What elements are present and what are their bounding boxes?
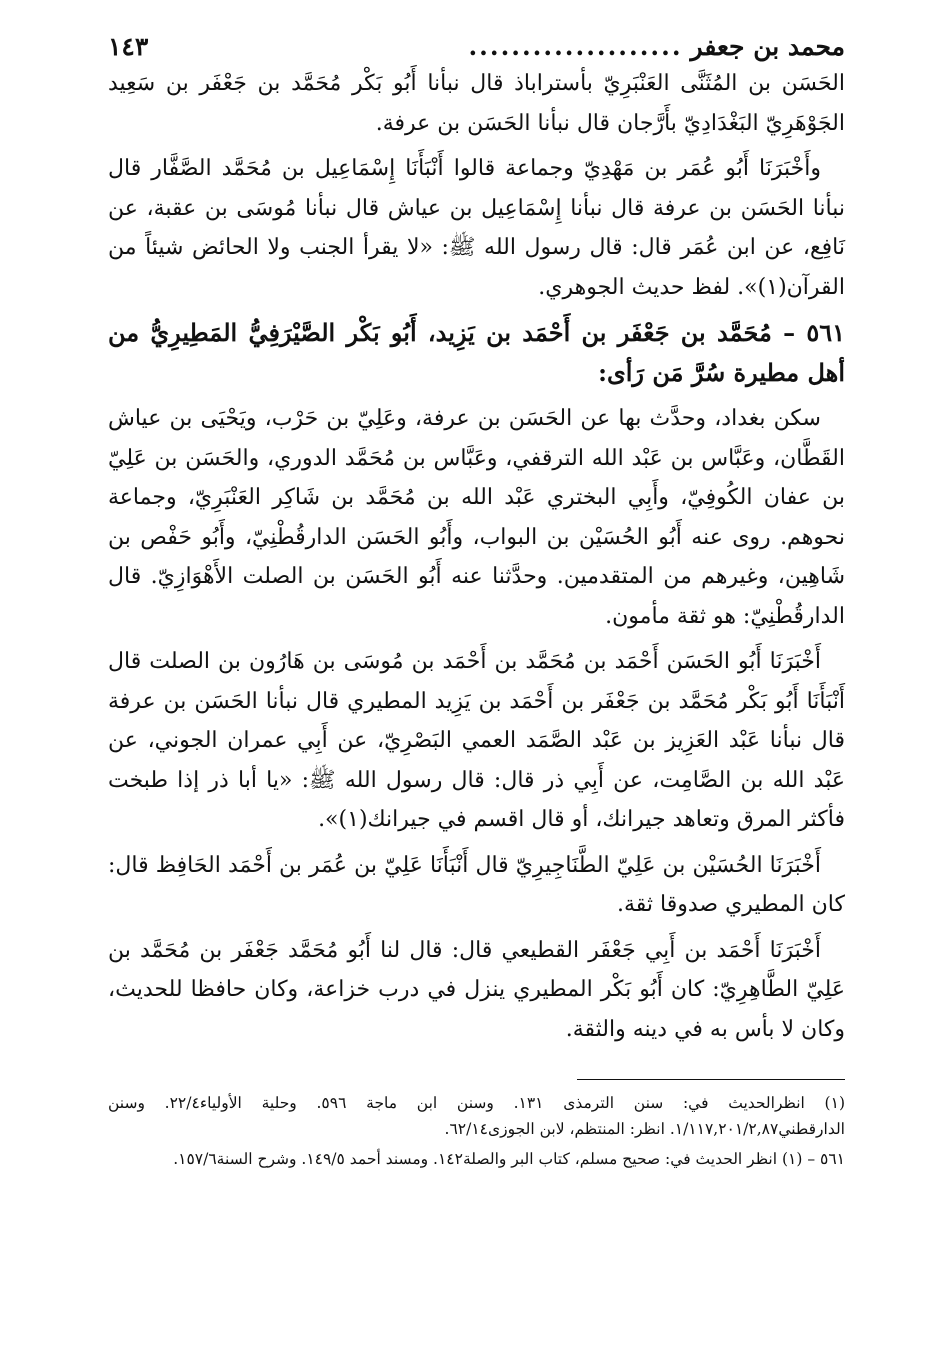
page-number: ١٤٣ [108,32,149,61]
footnote: (١) انظرالحديث في: سنن الترمذى ١٣١. وسنن ابن ماجة ٥٩٦. وحلية الأولياء٢٢/٤. وسنن الدارقطني١/١١٧,٢٠١/٢,٨٧. انظر: المنتظم، لابن الجوزى٦٢/١٤. [108,1094,845,1138]
page-header [108,30,845,64]
footnote: ٥٦١ – (١) انظر الحديث في: صحيح مسلم، كتاب البر والصلة١٤٢. ومسند أحمد ١٤٩/٥. وشرح السنة١٥٧/٦. [173,1150,845,1168]
footnote-divider [577,1079,845,1080]
footnotes [108,1090,845,1172]
paragraph-biography: سكن بغداد، وحدَّث بها عن الحَسَن بن عرفة، وعَلِيّ بن حَرْب، ويَحْيَى بن عياش القَطَّان، وعَبَّاس بن عَبْد الله الترقفي، وعَبَّاس بن مُحَمَّد الدوري، والحَسَن بن عَلِيّ بن عفان الكُوفِيّ، وأَبِي البختري عَبْد الله بن مُحَمَّد بن شَاكِر العَنْبَرِيّ، وجماعة نحوهم. روى عنه أَبُو الحُسَيْن بن البواب، وأَبُو الحَسَن الدارقُطْنِيّ، وأَبُو حَفْص بن شَاهِين، وغيرهم من المتقدمين. وحدَّثنا عنه أَبُو الحَسَن بن الصلت الأَهْوَازِيّ. قال الدارقُطْنِيّ: هو ثقة مأمون. [108,406,845,629]
running-title: محمد بن جعفر [690,32,845,61]
paragraph-hadith-1: وأَخْبَرَنَا أَبُو عُمَر بن مَهْدِيّ وجماعة قالوا أَنْبَأَنَا إِسْمَاعِيل بن مُحَمَّد الصَّفَّار قال نبأنا الحَسَن بن عرفة قال نبأنا إِسْمَاعِيل بن عياش قال نبأنا مُوسَى بن عقبة، عن نَافِع، عن ابن عُمَر قال: قال رسول الله ﷺ: «لا يقرأ الجنب ولا الحائض شيئاً من القرآن(١)». لفظ حديث الجوهري. [108,156,845,300]
paragraph-hadith-2: أَخْبَرَنَا أَبُو الحَسَن أَحْمَد بن مُحَمَّد بن أَحْمَد بن مُوسَى بن هَارُون بن الصلت قال أَنْبَأَنَا أَبُو بَكْر مُحَمَّد بن جَعْفَر بن أَحْمَد بن يَزِيد المطيري قال نبأنا الحَسَن بن عرفة قال نبأنا عَبْد العَزِيز بن عَبْد الصَّمَد العمي البَصْرِيّ، عن أَبِي عمران الجوني، عن عَبْد الله بن الصَّامِت، عن أَبِي ذر قال: قال رسول الله ﷺ: «يا أبا ذر إذا طبخت فأكثر المرق وتعاهد جيرانك، أو قال اقسم في جيرانك(١)». [108,649,845,832]
paragraph-grading: أَخْبَرَنَا الحُسَيْن بن عَلِيّ الطَّنَاجِيرِيّ قال أَنْبَأَنَا عَلِيّ بن عُمَر بن أَحْمَد الحَافِظ قال: كان المطيري صدوقا ثقة. [108,852,845,917]
biography-entry-heading: ٥٦١ – مُحَمَّد بن جَعْفَر بن أَحْمَد بن يَزِيد، أَبُو بَكْر الصَّيْرَفِيُّ المَطِيرِيُّ من أهل مطيرة سُرَّ مَن رَأى: [108,318,845,387]
paragraph-residence: أَخْبَرَنَا أَحْمَد بن أَبِي جَعْفَر القطيعي قال: قال لنا أَبُو مُحَمَّد جَعْفَر بن مُحَمَّد بن عَلِيّ الطَّاهِرِيّ: كان أَبُو بَكْر المطيري ينزل في درب خزاعة، وكان حافظا للحديث، وكان لا بأس به في دينه والثقة. [108,937,845,1042]
main-text [108,64,845,1049]
paragraph-isnad-1: الحَسَن بن المُثَنَّى العَنْبَرِيّ بأستراباذ قال نبأنا أَبُو بَكْر مُحَمَّد بن جَعْفَر بن سَعِيد الجَوْهَرِيّ البَغْدَادِيّ بأَرَّجان قال نبأنا الحَسَن بن عرفة. [108,71,845,136]
header-leader-dots: .................... [468,32,683,61]
